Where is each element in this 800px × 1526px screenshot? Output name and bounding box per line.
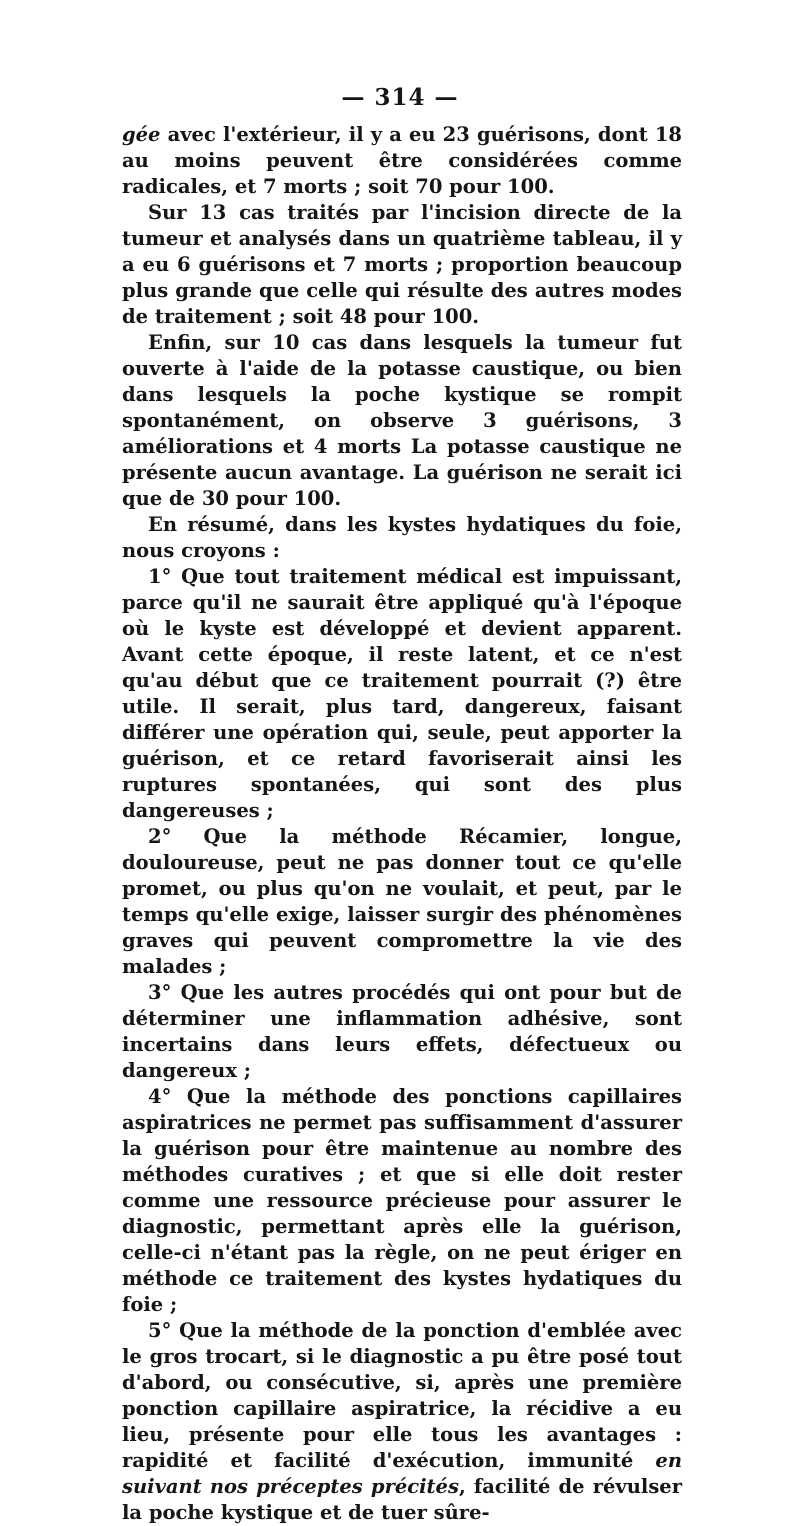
conclusion-item-3: 3° Que les autres procédés qui ont pour but de déterminer une inflammation adhésive, sont incertains dans leurs effets, défectueux ou dangereux ;: [122, 981, 682, 1082]
paragraph-text: 5° Que la méthode de la ponction d'emblée avec le gros trocart, si le diagnostic a pu être posé tout d'abord, ou consécutive, si, après une première ponction capillaire aspiratrice, la récidive a eu lieu, présente pour elle tous les avantages : rapidité et facilité d'exécution, immunité: [122, 1319, 682, 1472]
conclusion-item-4: 4° Que la méthode des ponctions capillaires aspiratrices ne permet pas suffisamment d'assurer la guérison pour être maintenue au nombre des méthodes curatives ; et que si elle doit rester comme une ressource précieuse pour assurer le diagnostic, permettant après elle la guérison, celle-ci n'étant pas la règle, on ne peut ériger en méthode ce traitement des kystes hydatiques du foie ;: [122, 1085, 682, 1316]
paragraph-resume: En résumé, dans les kystes hydatiques du foie, nous croyons :: [122, 513, 682, 562]
paragraph-potasse: Enfin, sur 10 cas dans lesquels la tumeur fut ouverte à l'aide de la potasse caustique, ou bien dans lesquels la poche kystique se rompit spontanément, on observe 3 guérisons, 3 améliorations et 4 morts La potasse caustique ne présente aucun avantage. La guérison ne serait ici que de 30 pour 100.: [122, 331, 682, 510]
page-number: — 314 —: [341, 84, 459, 111]
conclusion-item-5: [122, 1318, 682, 1526]
paragraph-text: avec l'extérieur, il y a eu 23 guérisons, dont 18 au moins peuvent être considérées comme radicales, et 7 morts ; soit 70 pour 100.: [122, 123, 682, 198]
paragraph-incision: Sur 13 cas traités par l'incision directe de la tumeur et analysés dans un quatrième tableau, il y a eu 6 guérisons et 7 morts ; proportion beaucoup plus grande que celle qui résulte des autres modes de traitement ; soit 48 pour 100.: [122, 201, 682, 328]
italic-fragment: en suivant nos préceptes précités: [122, 1449, 682, 1498]
paragraph-continuation: [122, 122, 682, 200]
paragraph-text-end: , facilité de révulser la poche kystique et de tuer sûre-: [122, 1475, 682, 1524]
conclusion-item-2: 2° Que la méthode Récamier, longue, douloureuse, peut ne pas donner tout ce qu'elle promet, ou plus qu'on ne voulait, et peut, par le temps qu'elle exige, laisser surgir des phénomènes graves qui peuvent compromettre la vie des malades ;: [122, 825, 682, 978]
italic-fragment: gée: [122, 123, 161, 146]
body-text: [122, 122, 682, 1526]
conclusion-item-1: 1° Que tout traitement médical est impuissant, parce qu'il ne saurait être appliqué qu'à l'époque où le kyste est développé et devient apparent. Avant cette époque, il reste latent, et ce n'est qu'au début que ce traitement pourrait (?) être utile. Il serait, plus tard, dangereux, faisant différer une opération qui, seule, peut apporter la guérison, et ce retard favoriserait ainsi les ruptures spontanées, qui sont des plus dangereuses ;: [122, 565, 682, 822]
